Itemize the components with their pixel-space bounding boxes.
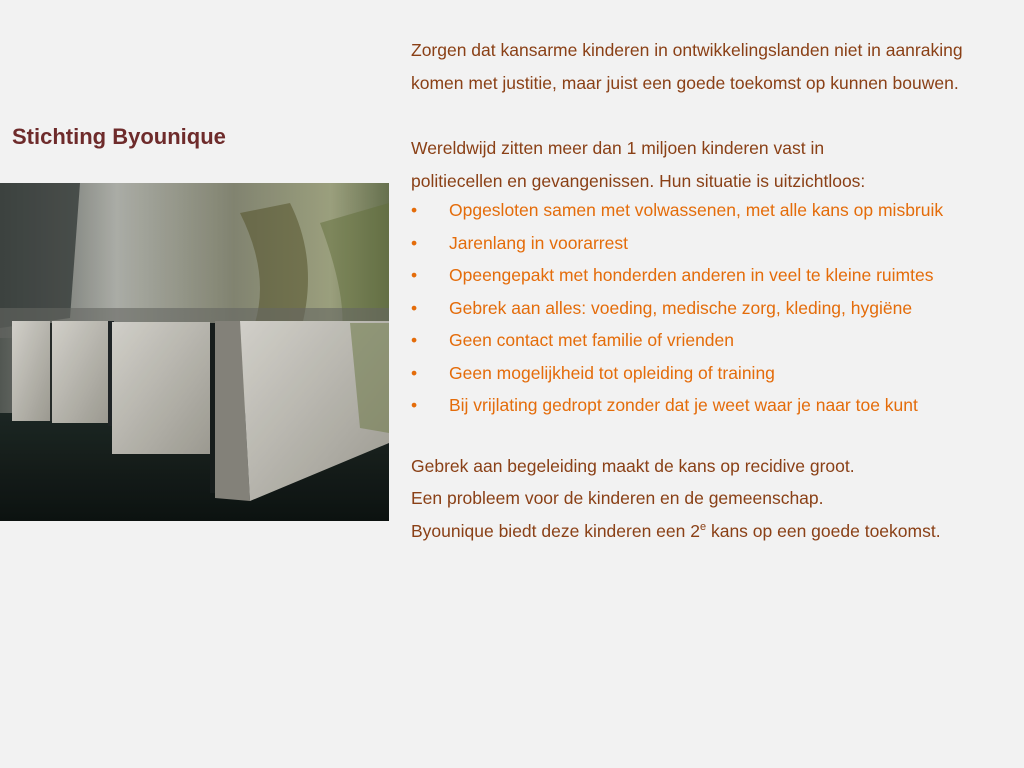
list-item [411, 230, 1011, 257]
situation-line-2: politiecellen en gevangenissen. Hun situatie is uitzichtloos: [411, 170, 866, 191]
bullet-dot: • [411, 297, 418, 318]
content-column [411, 34, 1011, 547]
closing-line-2: Een probleem voor de kinderen en de gemeenschap. [411, 488, 824, 508]
bullet-dot: • [411, 362, 418, 383]
closing-line-3-start: Byounique biedt deze kinderen een 2 [411, 520, 700, 541]
list-item-text: Bij vrijlating gedropt zonder dat je weet waar je naar toe kunt [449, 395, 918, 415]
bullet-dot: • [411, 330, 418, 350]
slide-title: Stichting Byounique [12, 124, 226, 149]
list-item [411, 262, 1011, 289]
bullet-dot: • [411, 200, 418, 220]
situation-bullet-list [411, 197, 1011, 419]
intro-text: Zorgen dat kansarme kinderen in ontwikkelingslanden niet in aanraking komen met justitie, maar juist een goede toekomst op kunnen bouwen. [411, 40, 963, 93]
list-item-text: Geen contact met familie of vrienden [449, 330, 735, 350]
list-item-text: Opeengepakt met honderden anderen in veel te kleine ruimtes [449, 265, 934, 285]
list-item-text: Opgesloten samen met volwassenen, met alle kans op misbruik [449, 200, 944, 220]
ordinal-superscript: e [699, 520, 707, 533]
bullet-dot: • [411, 265, 418, 285]
bullet-dot: • [411, 232, 418, 253]
prison-cell-wall-photo [0, 183, 389, 521]
closing-line-3-end: kans op een goede toekomst. [706, 520, 941, 541]
list-item [411, 197, 1011, 224]
list-item [411, 295, 1011, 322]
list-item [411, 360, 1011, 387]
situation-line-1: Wereldwijd zitten meer dan 1 miljoen kinderen vast in [411, 138, 825, 158]
closing-line-1: Gebrek aan begeleiding maakt de kans op recidive groot. [411, 455, 855, 476]
list-item [411, 392, 1011, 419]
list-item [411, 327, 1011, 354]
list-item-text: Jarenlang in voorarrest [449, 232, 628, 253]
list-item-text: Gebrek aan alles: voeding, medische zorg, kleding, hygiëne [449, 297, 913, 318]
list-item-text: Geen mogelijkheid tot opleiding of training [449, 362, 775, 383]
bullet-dot: • [411, 395, 418, 415]
closing-line-3 [411, 515, 1011, 548]
